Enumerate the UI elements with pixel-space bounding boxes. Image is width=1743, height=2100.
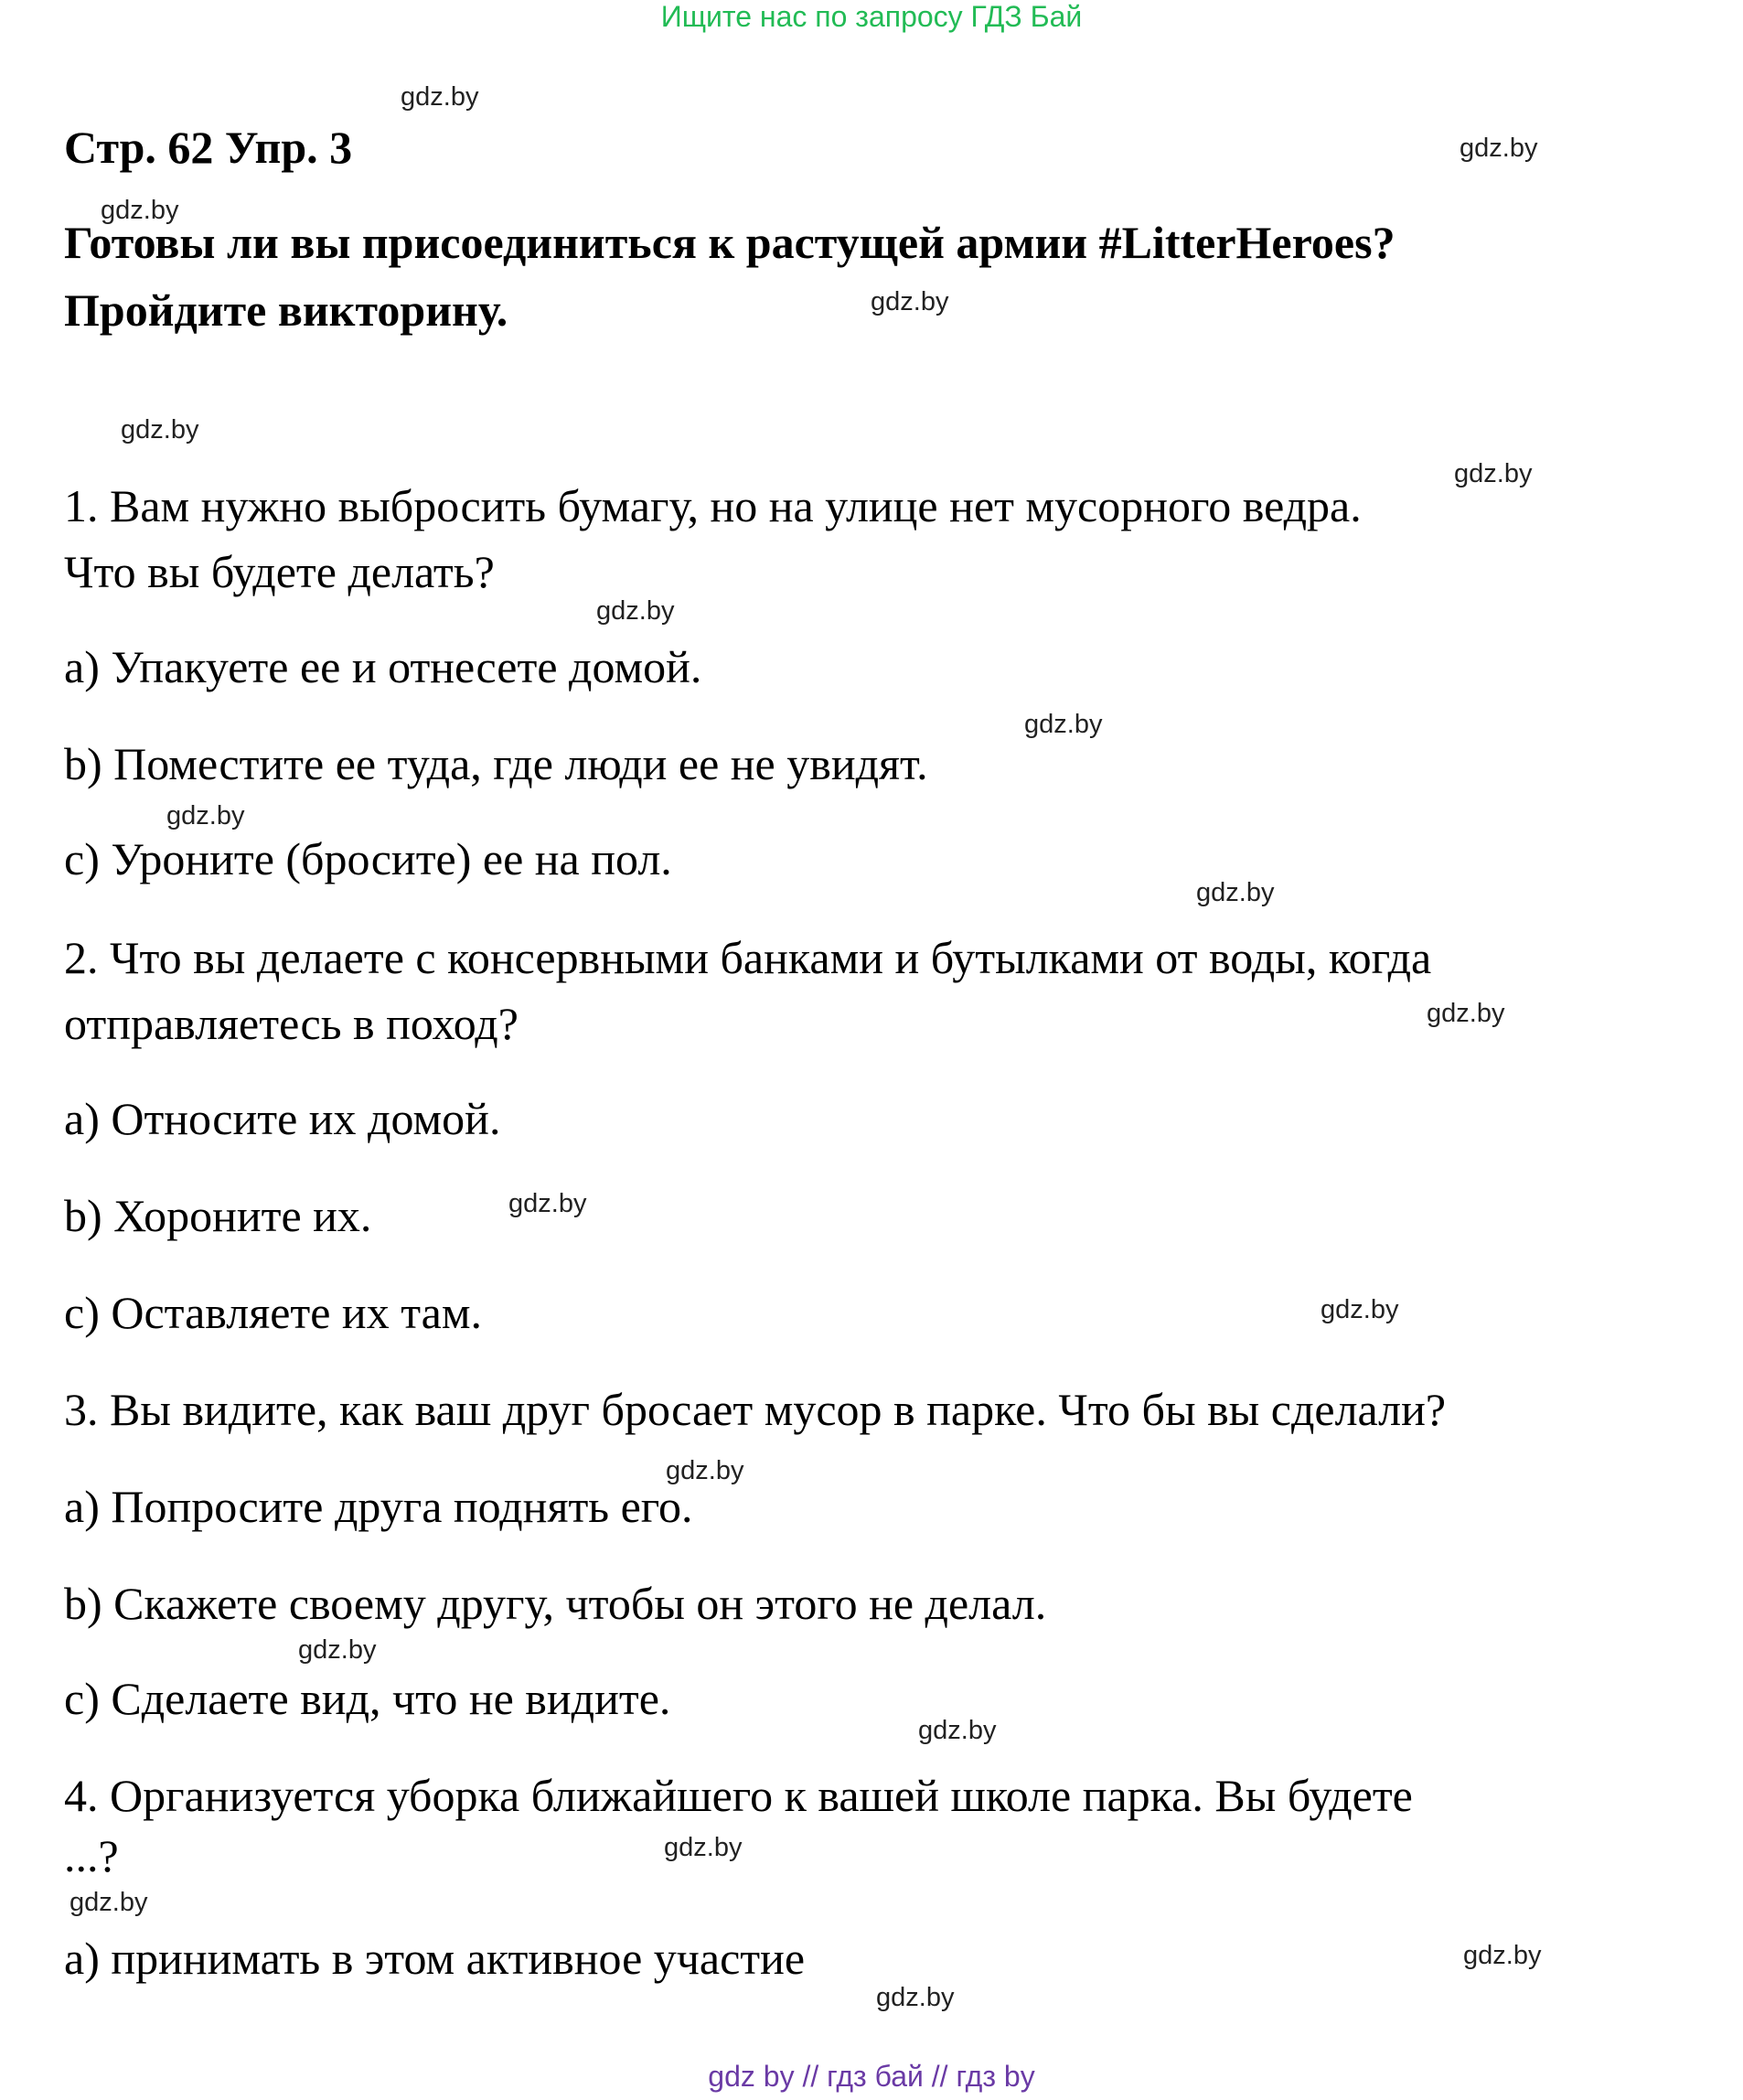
watermark: gdz.by <box>70 1888 148 1917</box>
watermark: gdz.by <box>1454 459 1533 488</box>
question-1-line-2: Что вы будете делать? <box>64 546 495 597</box>
watermark: gdz.by <box>508 1189 587 1218</box>
watermark: gdz.by <box>298 1635 377 1665</box>
footer-links: gdz by // гдз бай // гдз by <box>708 2060 1035 2093</box>
question-1-option-c: c) Уроните (бросите) ее на пол. <box>64 833 672 884</box>
question-2-option-a: a) Относите их домой. <box>64 1093 501 1144</box>
question-4-line-1: 4. Организуется уборка ближайшего к вашей школе парка. Вы будете <box>64 1770 1413 1821</box>
question-4-line-2: ...? <box>64 1830 119 1881</box>
task-instruction-line-1: Готовы ли вы присоединиться к растущей армии #LitterHeroes? <box>64 217 1395 268</box>
watermark: gdz.by <box>1463 1941 1542 1970</box>
watermark: gdz.by <box>1321 1295 1399 1324</box>
question-3-line-1: 3. Вы видите, как ваш друг бросает мусор в парке. Что бы вы сделали? <box>64 1384 1447 1435</box>
question-2-option-c: c) Оставляете их там. <box>64 1287 482 1338</box>
question-1-option-b: b) Поместите ее туда, где люди ее не увидят. <box>64 738 928 789</box>
question-4-option-a: a) принимать в этом активное участие <box>64 1933 806 1984</box>
watermark: gdz.by <box>1427 999 1505 1028</box>
question-2-line-1: 2. Что вы делаете с консервными банками и бутылками от воды, когда <box>64 932 1432 983</box>
question-1-line-1: 1. Вам нужно выбросить бумагу, но на улице нет мусорного ведра. <box>64 480 1362 531</box>
watermark: gdz.by <box>121 415 199 445</box>
watermark: gdz.by <box>101 196 179 225</box>
watermark: gdz.by <box>1196 878 1275 907</box>
question-2-line-2: отправляетесь в поход? <box>64 998 519 1049</box>
watermark: gdz.by <box>666 1456 744 1485</box>
task-instruction-line-2: Пройдите викторину. <box>64 284 508 336</box>
question-2-option-b: b) Хороните их. <box>64 1190 372 1241</box>
watermark: gdz.by <box>918 1716 997 1745</box>
page-title: Стр. 62 Упр. 3 <box>64 122 353 173</box>
question-3-option-c: c) Сделаете вид, что не видите. <box>64 1673 671 1724</box>
watermark: gdz.by <box>596 596 675 626</box>
watermark: gdz.by <box>876 1983 955 2012</box>
watermark: gdz.by <box>871 287 949 316</box>
question-3-option-b: b) Скажете своему другу, чтобы он этого не делал. <box>64 1578 1047 1629</box>
watermark: gdz.by <box>401 82 479 112</box>
watermark: gdz.by <box>1460 134 1538 163</box>
question-3-option-a: a) Попросите друга поднять его. <box>64 1481 693 1532</box>
watermark: gdz.by <box>166 801 245 830</box>
watermark: gdz.by <box>1024 710 1103 739</box>
watermark: gdz.by <box>664 1833 743 1862</box>
top-banner: Ищите нас по запросу ГДЗ Бай <box>660 0 1083 33</box>
question-1-option-a: a) Упакуете ее и отнесете домой. <box>64 641 702 692</box>
